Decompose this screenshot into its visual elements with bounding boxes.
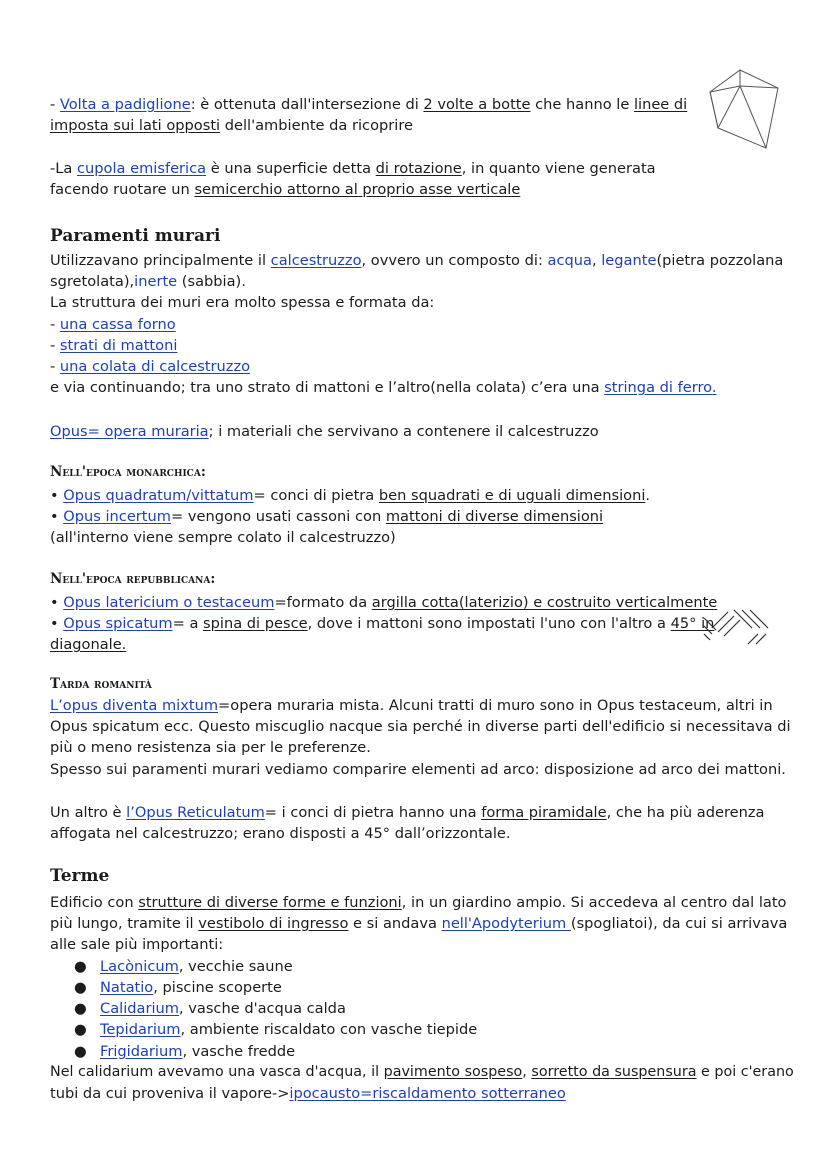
terme-line-3: alle sale più importanti: — [50, 936, 224, 953]
text: sgretolata), — [50, 273, 135, 290]
text: : è ottenuta dall'intersezione di — [190, 96, 424, 113]
cupola-line-1 — [50, 158, 656, 179]
cupola-line-2 — [50, 179, 520, 200]
tarda-line-3: più o meno resistenza sia per le preferenze. — [50, 739, 371, 756]
text: Utilizzavano principalmente il — [50, 252, 271, 269]
underlined-text: argilla cotta(laterizio) e costruito verticalmente — [371, 594, 718, 611]
term-legante: legante — [601, 252, 657, 269]
text: = vengono usati cassoni con — [171, 508, 386, 525]
list-item — [74, 977, 282, 998]
list-item — [50, 314, 176, 335]
text: , dove i mattoni sono impostati l'uno con l'altro a — [307, 615, 671, 632]
link-opus-latericium[interactable]: Opus latericium o testaceum — [63, 594, 275, 611]
underlined-text: semicerchio attorno al proprio asse verticale — [194, 181, 521, 198]
herringbone-sketch — [700, 606, 774, 648]
paramenti-line-2 — [50, 271, 246, 292]
repubblicana-line-2 — [50, 613, 714, 634]
text: tubi da cui proveniva il vapore-> — [50, 1085, 290, 1102]
text: e via continuando; tra uno strato di mattoni e l’altro(nella colata) c’era una — [50, 379, 605, 396]
text: , — [591, 252, 602, 269]
text: più lungo, tramite il — [50, 915, 199, 932]
text: =opera muraria mista. Alcuni tratti di muro sono in Opus testaceum, altri in — [218, 697, 773, 714]
underlined-text: diagonale. — [50, 636, 127, 653]
list-item — [74, 956, 293, 977]
link-frigidarium[interactable]: Frigidarium — [100, 1043, 183, 1060]
text: che hanno le — [530, 96, 634, 113]
link-calcestruzzo[interactable]: calcestruzzo — [270, 252, 362, 269]
vault-sketch — [690, 62, 786, 154]
text: ; i materiali che servivano a contenere il calcestruzzo — [208, 423, 599, 440]
link-opus-incertum[interactable]: Opus incertum — [63, 508, 171, 525]
text: , ambiente riscaldato con vasche tiepide — [180, 1021, 478, 1038]
paramenti-line-1 — [50, 250, 783, 271]
volta-line-2 — [50, 115, 413, 136]
repubblicana-line-3 — [50, 634, 126, 655]
text: - — [50, 96, 60, 113]
underlined-text: 2 volte a botte — [423, 96, 531, 113]
underlined-text: 45° in — [670, 615, 715, 632]
text: , vasche fredde — [182, 1043, 296, 1060]
text: Edificio con — [50, 894, 139, 911]
list-item — [50, 356, 250, 377]
link-laconicum[interactable]: Lacònicum — [100, 958, 179, 975]
tarda-line-2: Opus spicatum ecc. Questo miscuglio nacque sia perché in diverse parti dell'edificio si necessitava di — [50, 718, 791, 735]
underlined-text: sorretto da suspensura — [531, 1064, 697, 1080]
list-item — [74, 1041, 295, 1062]
underlined-text: di rotazione — [375, 160, 462, 177]
text: , che ha più aderenza — [606, 804, 765, 821]
tarda-line-6: affogata nel calcestruzzo; erano disposti a 45° dall’orizzontale. — [50, 825, 511, 842]
text: è una superficie detta — [206, 160, 376, 177]
underlined-text: imposta sui lati opposti — [50, 117, 221, 134]
heading-epoca-monarchica: Nell'epoca monarchica: — [50, 464, 206, 480]
link-opus-spicatum[interactable]: Opus spicatum — [63, 615, 173, 632]
heading-epoca-repubblicana: Nell'epoca repubblicana: — [50, 571, 216, 587]
paramenti-line-4 — [50, 377, 716, 398]
text: (spogliatoi), da cui si arrivava — [570, 915, 788, 932]
terme-line-1 — [50, 892, 786, 913]
underlined-text: forma piramidale — [481, 804, 607, 821]
link-opus-quadratum[interactable]: Opus quadratum/vittatum — [63, 487, 254, 504]
tarda-line-5 — [50, 802, 764, 823]
link-calidarium[interactable]: Calidarium — [100, 1000, 179, 1017]
paramenti-line-3: La struttura dei muri era molto spessa e formata da: — [50, 294, 435, 311]
underlined-text: pavimento sospeso — [383, 1064, 523, 1080]
heading-paramenti-murari: Paramenti murari — [50, 226, 221, 246]
underlined-text: spina di pesce — [203, 615, 308, 632]
text: = a — [172, 615, 204, 632]
bullet-icon: ● — [74, 1000, 87, 1017]
text: dell'ambiente da ricoprire — [220, 117, 413, 134]
term-acqua: acqua — [547, 252, 592, 269]
link-volta-padiglione[interactable]: Volta a padiglione — [59, 96, 191, 113]
link-stringa-ferro[interactable]: stringa di ferro. — [604, 379, 717, 396]
bullet-icon: ● — [74, 1043, 87, 1060]
bullet: • — [50, 615, 64, 632]
text: e poi c'erano — [696, 1064, 794, 1080]
text: = i conci di pietra hanno una — [264, 804, 482, 821]
link-ipocausto[interactable]: ipocausto=riscaldamento sotterraneo — [289, 1085, 566, 1102]
text: , in un giardino ampio. Si accedeva al centro dal lato — [401, 894, 787, 911]
bullet-icon: ● — [74, 958, 87, 975]
tarda-line-4: Spesso sui paramenti murari vediamo comparire elementi ad arco: disposizione ad arco dei mattoni. — [50, 761, 786, 778]
monarchica-line-3: (all'interno viene sempre colato il calcestruzzo) — [50, 529, 396, 546]
link-cassa-forno[interactable]: una cassa forno — [59, 316, 176, 333]
heading-terme: Terme — [50, 866, 110, 886]
text: = conci di pietra — [253, 487, 379, 504]
tarda-line-1 — [50, 695, 773, 716]
link-opus-reticulatum[interactable]: l’Opus Reticulatum — [126, 804, 265, 821]
underlined-text: strutture di diverse forme e funzioni — [138, 894, 402, 911]
text: , vecchie saune — [178, 958, 293, 975]
bullet: • — [50, 594, 64, 611]
terme-line-5 — [50, 1083, 566, 1104]
text: Un altro è — [50, 804, 127, 821]
text: - — [50, 337, 60, 354]
text: , vasche d'acqua calda — [178, 1000, 346, 1017]
list-item — [74, 998, 346, 1019]
monarchica-line-2 — [50, 506, 603, 527]
text: . — [645, 487, 651, 504]
underlined-text: ben squadrati e di uguali dimensioni — [378, 487, 646, 504]
bullet-icon: ● — [74, 1021, 87, 1038]
underlined-text: mattoni di diverse dimensioni — [385, 508, 604, 525]
text: , in quanto viene generata — [461, 160, 656, 177]
text: -La — [50, 160, 77, 177]
term-inerte: inerte — [134, 273, 178, 290]
text: Nel calidarium avevamo una vasca d'acqua, il — [50, 1064, 384, 1080]
link-cupola-emisferica[interactable]: cupola emisferica — [76, 160, 207, 177]
text: , piscine scoperte — [153, 979, 282, 996]
text: (pietra pozzolana — [656, 252, 784, 269]
link-tepidarium[interactable]: Tepidarium — [100, 1021, 181, 1038]
bullet: • — [50, 487, 64, 504]
text: facendo ruotare un — [50, 181, 195, 198]
link-opus-mixtum[interactable]: L’opus diventa mixtum — [50, 697, 219, 714]
text: e si andava — [348, 915, 442, 932]
text: , ovvero un composto di: — [361, 252, 548, 269]
list-item — [74, 1019, 477, 1040]
list-item — [50, 335, 177, 356]
underlined-text: vestibolo di ingresso — [198, 915, 349, 932]
link-opus[interactable]: Opus= opera muraria — [50, 423, 209, 440]
monarchica-line-1 — [50, 485, 650, 506]
text: - — [50, 316, 60, 333]
link-strati-mattoni[interactable]: strati di mattoni — [59, 337, 178, 354]
text: , — [522, 1064, 532, 1080]
link-apodyterium[interactable]: nell'Apodyterium — [441, 915, 571, 932]
link-natatio[interactable]: Natatio — [100, 979, 154, 996]
terme-line-2 — [50, 913, 787, 934]
underlined-text: linee di — [633, 96, 688, 113]
bullet: • — [50, 508, 64, 525]
text: (sabbia). — [177, 273, 246, 290]
volta-line-1 — [50, 94, 687, 115]
heading-tarda-romanita: Tarda romanità — [50, 676, 152, 692]
text: =formato da — [274, 594, 372, 611]
bullet-icon: ● — [74, 979, 87, 996]
repubblicana-line-1 — [50, 592, 717, 613]
terme-line-4 — [50, 1062, 794, 1083]
opus-definition — [50, 421, 599, 442]
link-colata-calcestruzzo[interactable]: una colata di calcestruzzo — [59, 358, 251, 375]
text: - — [50, 358, 60, 375]
